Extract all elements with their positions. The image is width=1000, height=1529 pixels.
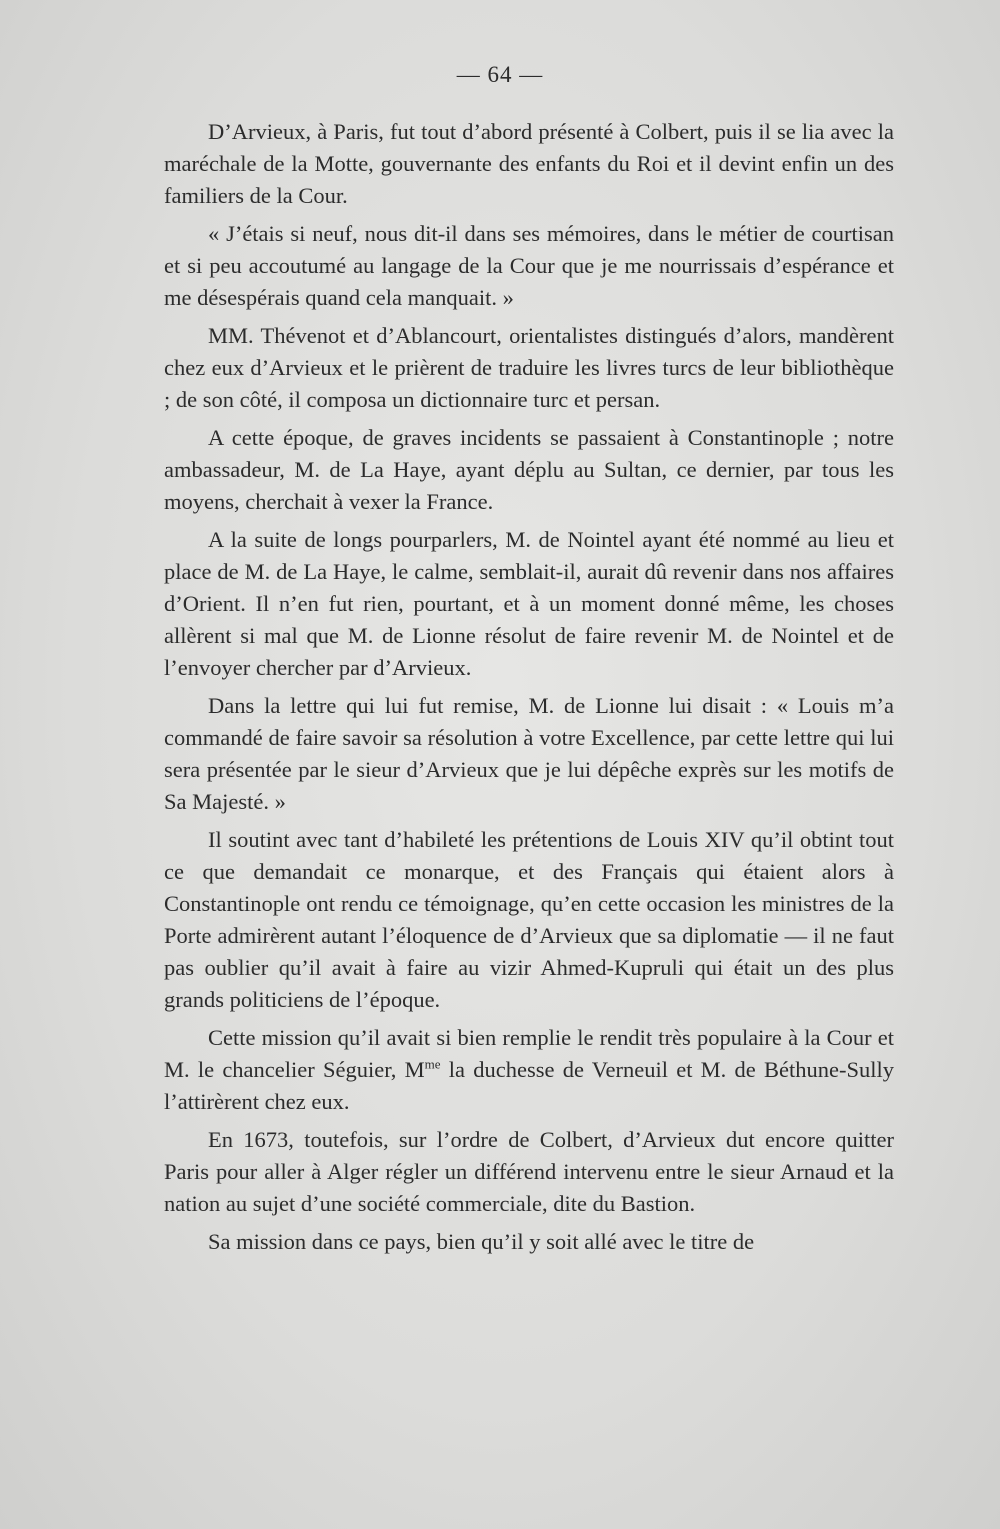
paragraph: Dans la lettre qui lui fut remise, M. de Lionne lui disait : « Louis m’a commandé de faire savoir sa résolution à votre Excellence, par cette lettre qui lui sera présentée par le sieur d’Arvieux que je lui dépêche exprès sur les motifs de Sa Majesté. » <box>164 693 894 814</box>
paragraph <box>164 1022 894 1118</box>
page-number: — 64 — <box>456 62 544 87</box>
paragraph: En 1673, toutefois, sur l’ordre de Colbert, d’Arvieux dut encore quitter Paris pour aller à Alger régler un différend intervenu entre le sieur Arnaud et la nation au sujet d’une société commerciale, dite du Bastion. <box>164 1127 894 1216</box>
paragraph: Il soutint avec tant d’habileté les prétentions de Louis XIV qu’il obtint tout ce que demandait ce monarque, et des Français qui étaient alors à Constantinople ont rendu ce témoignage, qu’en cette occasion les ministres de la Porte admirèrent autant l’éloquence de d’Arvieux que sa diplomatie — il ne faut pas oublier qu’il avait à faire au vizir Ahmed-Kupruli qui était un des plus grands politiciens de l’époque. <box>164 827 894 1012</box>
paragraph-text: Cette mission qu’il avait si bien remplie le rendit très populaire à la Cour et M. le chancelier Séguier, M <box>164 1025 894 1082</box>
paragraph: D’Arvieux, à Paris, fut tout d’abord présenté à Colbert, puis il se lia avec la maréchale de la Motte, gouvernante des enfants du Roi et il devint enfin un des familiers de la Cour. <box>164 119 894 208</box>
paragraph: A la suite de longs pourparlers, M. de Nointel ayant été nommé au lieu et place de M. de La Haye, le calme, semblait-il, aurait dû revenir dans nos affaires d’Orient. Il n’en fut rien, pourtant, et à un moment donné même, les choses allèrent si mal que M. de Lionne résolut de faire revenir M. de Nointel et de l’envoyer chercher par d’Arvieux. <box>164 527 894 680</box>
body-text <box>164 116 894 1264</box>
paragraph: A cette époque, de graves incidents se passaient à Constantinople ; notre ambassadeur, M. de La Haye, ayant déplu au Sultan, ce dernier, par tous les moyens, cherchait à vexer la France. <box>164 425 894 514</box>
superscript-abbreviation: me <box>424 1056 441 1072</box>
paragraph: MM. Thévenot et d’Ablancourt, orientalistes distingués d’alors, mandèrent chez eux d’Arvieux et le prièrent de traduire les livres turcs de leur bibliothèque ; de son côté, il composa un dictionnaire turc et persan. <box>164 323 894 412</box>
paragraph: Sa mission dans ce pays, bien qu’il y soit allé avec le titre de <box>208 1229 755 1254</box>
paragraph-text: la duchesse de Verneuil et M. de Béthune-Sully l’attirèrent chez eux. <box>164 1057 894 1114</box>
paragraph: « J’étais si neuf, nous dit-il dans ses mémoires, dans le métier de courtisan et si peu accoutumé au langage de la Cour que je me nourrissais d’espérance et me désespérais quand cela manquait. » <box>164 221 894 310</box>
